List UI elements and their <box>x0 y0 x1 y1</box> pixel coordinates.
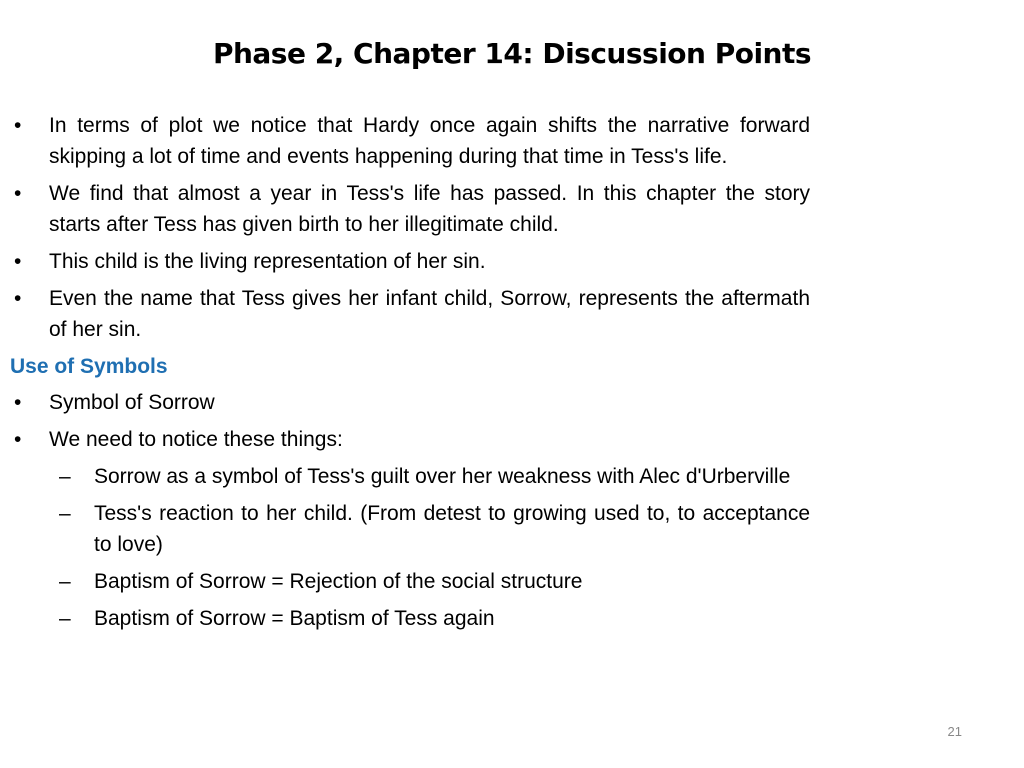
slide-title: Phase 2, Chapter 14: Discussion Points <box>212 37 812 70</box>
sub-bullet-mark: – <box>59 607 71 630</box>
bullet-mark: • <box>14 428 22 451</box>
sub-bullet-mark: – <box>59 570 71 593</box>
bullet-item <box>10 178 810 240</box>
page-number: 21 <box>947 724 962 739</box>
bullet-mark: • <box>14 182 22 205</box>
bullet-item <box>10 387 810 418</box>
bullet-mark: • <box>14 391 22 414</box>
bullet-mark: • <box>14 287 22 310</box>
sub-bullet-mark: – <box>59 502 71 525</box>
bullet-mark: • <box>14 250 22 273</box>
sub-bullet-text: Tess's reaction to her child. (From detest to growing used to, to acceptance to love) <box>94 502 810 556</box>
bullet-item <box>10 424 810 455</box>
bullet-item <box>10 246 810 277</box>
sub-bullet-text: Baptism of Sorrow = Rejection of the social structure <box>94 570 583 593</box>
slide-content <box>10 110 810 640</box>
bullet-text: We find that almost a year in Tess's life has passed. In this chapter the story starts after Tess has given birth to her illegitimate child. <box>49 182 810 236</box>
section-heading: Use of Symbols <box>10 355 168 378</box>
bullet-text: In terms of plot we notice that Hardy once again shifts the narrative forward skipping a lot of time and events happening during that time in Tess's life. <box>49 114 810 168</box>
bullet-text: We need to notice these things: <box>49 428 343 451</box>
sub-bullet-item <box>10 461 810 492</box>
sub-bullet-item <box>10 498 810 560</box>
bullet-item <box>10 110 810 172</box>
sub-bullet-text: Sorrow as a symbol of Tess's guilt over her weakness with Alec d'Urberville <box>94 465 791 488</box>
bullet-item <box>10 283 810 345</box>
sub-bullet-mark: – <box>59 465 71 488</box>
bullet-mark: • <box>14 114 22 137</box>
sub-bullet-item <box>10 603 810 634</box>
bullet-text: Symbol of Sorrow <box>49 391 215 414</box>
bullet-text: Even the name that Tess gives her infant child, Sorrow, represents the aftermath of her sin. <box>49 287 810 341</box>
bullet-text: This child is the living representation of her sin. <box>49 250 486 273</box>
sub-bullet-item <box>10 566 810 597</box>
sub-bullet-text: Baptism of Sorrow = Baptism of Tess again <box>94 607 495 630</box>
